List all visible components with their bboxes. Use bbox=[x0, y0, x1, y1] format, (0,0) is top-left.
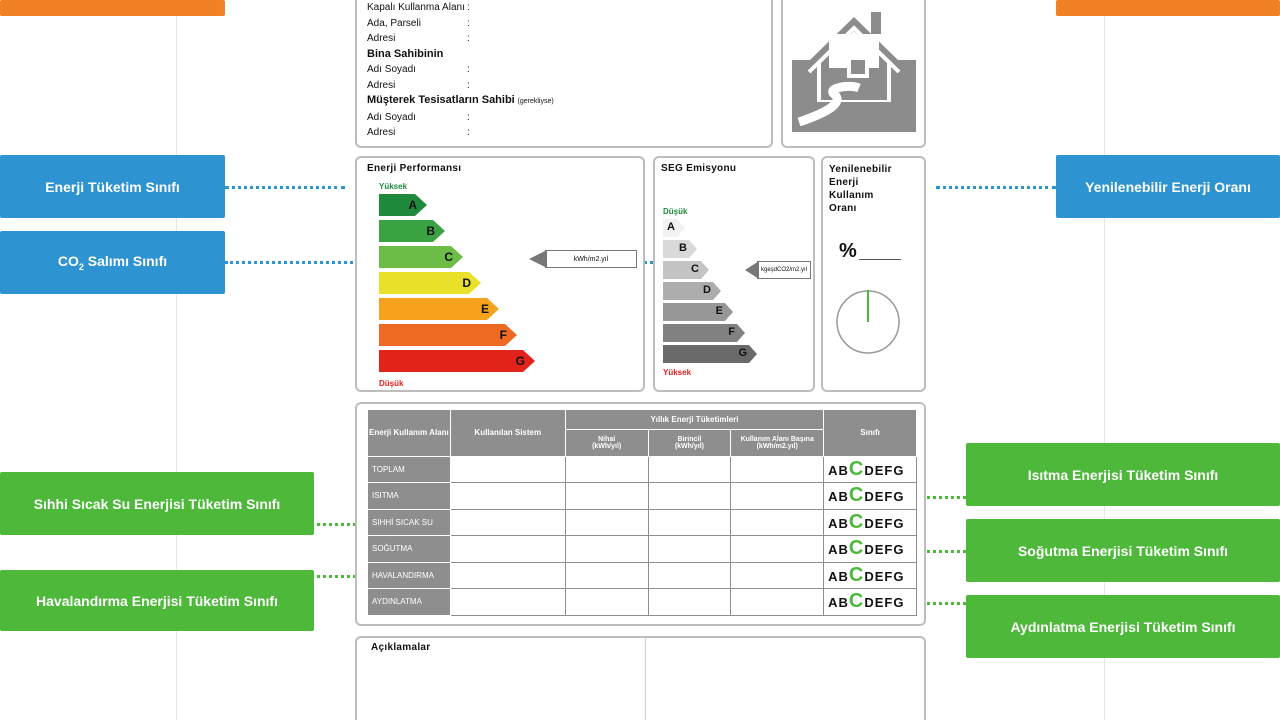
table-row bbox=[368, 509, 917, 536]
table-cell bbox=[731, 589, 824, 616]
co2-pointer-unit: kgeşdCO2/m2.yıl bbox=[760, 267, 808, 273]
co2-pointer bbox=[757, 261, 811, 279]
house-icon bbox=[789, 2, 919, 132]
energy-band-b bbox=[379, 220, 445, 242]
co2-band-label: E bbox=[715, 305, 723, 317]
callout-label: Havalandırma Enerjisi Tüketim Sınıfı bbox=[36, 592, 278, 609]
row-label: HAVALANDIRMA bbox=[368, 562, 451, 589]
co2-pointer-arrow bbox=[743, 260, 759, 280]
energy-band-a bbox=[379, 194, 427, 216]
co2-band-label: D bbox=[703, 284, 711, 296]
callout-ventilation-class bbox=[0, 570, 314, 631]
header-class: Sınıfı bbox=[824, 410, 917, 457]
co2-band-label: C bbox=[691, 263, 699, 275]
table-cell bbox=[731, 483, 824, 510]
info-row: Adresi : bbox=[367, 79, 470, 91]
header-area: Enerji Kullanım Alanı bbox=[368, 410, 451, 457]
energy-band-e bbox=[379, 298, 499, 320]
building-info-panel bbox=[355, 0, 773, 148]
row-label: TOPLAM bbox=[368, 456, 451, 483]
connector-renewable bbox=[936, 186, 1056, 189]
renewable-panel bbox=[821, 156, 926, 392]
header-system: Kullanılan Sistem bbox=[450, 410, 565, 457]
table-cell bbox=[565, 589, 648, 616]
co2-band-b bbox=[663, 240, 697, 258]
table-body bbox=[368, 456, 917, 615]
callout-cooling-class bbox=[966, 519, 1280, 582]
row-label: SIHHİ SICAK SU bbox=[368, 509, 451, 536]
table-cell bbox=[648, 562, 731, 589]
callout-hot-water-class bbox=[0, 472, 314, 535]
table-cell bbox=[731, 509, 824, 536]
table-cell bbox=[731, 536, 824, 563]
energy-band-label: A bbox=[408, 198, 417, 212]
class-selected: C bbox=[848, 484, 865, 507]
class-selected: C bbox=[848, 537, 865, 560]
callout-energy-consumption-class bbox=[0, 155, 225, 218]
co2-band-g bbox=[663, 345, 757, 363]
class-after: DEFG bbox=[864, 568, 905, 584]
header-annual: Yıllık Enerji Tüketimleri bbox=[565, 410, 823, 430]
info-row: Ada, Parseli : bbox=[367, 17, 470, 29]
class-before: AB bbox=[828, 542, 849, 558]
class-after: DEFG bbox=[864, 515, 905, 531]
table-header-row bbox=[368, 410, 917, 430]
info-row: Kapalı Kullanma Alanı : bbox=[367, 2, 470, 13]
info-row: Adresi : bbox=[367, 127, 470, 138]
class-before: AB bbox=[828, 515, 849, 531]
co2-high-label: Yüksek bbox=[663, 368, 692, 377]
class-selected: C bbox=[848, 510, 865, 533]
energy-performance-panel bbox=[355, 156, 645, 392]
co2-bands bbox=[663, 219, 753, 369]
notes-panel bbox=[355, 636, 926, 720]
connector-energy bbox=[225, 186, 345, 189]
table-row bbox=[368, 536, 917, 563]
table-row bbox=[368, 589, 917, 616]
class-after: DEFG bbox=[864, 595, 905, 611]
co2-band-label: F bbox=[728, 326, 735, 338]
table-cell bbox=[450, 509, 565, 536]
table-cell bbox=[565, 483, 648, 510]
energy-bands bbox=[379, 194, 539, 384]
energy-pointer bbox=[545, 250, 637, 268]
energy-low-label: Düşük bbox=[379, 379, 404, 388]
energy-pointer-arrow bbox=[527, 249, 547, 269]
energy-band-label: D bbox=[462, 276, 471, 290]
header-primary: Birincil (kWh/yıl) bbox=[648, 430, 731, 457]
table-cell bbox=[450, 562, 565, 589]
energy-band-f bbox=[379, 324, 517, 346]
energy-band-label: B bbox=[426, 224, 435, 238]
table-cell bbox=[648, 589, 731, 616]
class-scale bbox=[824, 483, 917, 510]
class-scale bbox=[824, 536, 917, 563]
class-selected: C bbox=[848, 563, 865, 586]
class-selected: C bbox=[848, 590, 865, 613]
owner-heading: Bina Sahibinin bbox=[367, 47, 444, 60]
energy-band-label: C bbox=[444, 250, 453, 264]
table-cell bbox=[565, 562, 648, 589]
callout-top-right bbox=[1056, 0, 1280, 16]
callout-label: Sıhhi Sıcak Su Enerjisi Tüketim Sınıfı bbox=[33, 495, 281, 512]
callout-renewable-ratio bbox=[1056, 155, 1280, 218]
co2-band-f bbox=[663, 324, 745, 342]
class-before: AB bbox=[828, 595, 849, 611]
class-before: AB bbox=[828, 489, 849, 505]
callout-label: Soğutma Enerjisi Tüketim Sınıfı bbox=[1017, 542, 1229, 559]
table-row bbox=[368, 483, 917, 510]
callout-co2-class bbox=[0, 231, 225, 294]
table-cell bbox=[565, 509, 648, 536]
row-label: AYDINLATMA bbox=[368, 589, 451, 616]
notes-title: Açıklamalar bbox=[371, 642, 431, 653]
class-before: AB bbox=[828, 462, 849, 478]
energy-high-label: Yüksek bbox=[379, 182, 408, 191]
energy-performance-title: Enerji Performansı bbox=[367, 163, 462, 174]
table-cell bbox=[565, 536, 648, 563]
renewable-title: Yenilenebilir Enerji Kullanım Oranı bbox=[829, 164, 892, 214]
class-after: DEFG bbox=[864, 489, 905, 505]
table-cell bbox=[731, 456, 824, 483]
callout-label: Enerji Tüketim Sınıfı bbox=[45, 178, 180, 195]
header-per-area: Kullanım Alanı Başına (kWh/m2.yıl) bbox=[731, 430, 824, 457]
callout-label: $CO_2$ Salımı Sınıfı bbox=[57, 253, 168, 272]
renewable-percent: % bbox=[839, 240, 857, 262]
class-scale bbox=[824, 509, 917, 536]
energy-band-c bbox=[379, 246, 463, 268]
consumption-table-panel bbox=[355, 402, 926, 626]
table-cell bbox=[648, 509, 731, 536]
notes-divider bbox=[645, 638, 646, 720]
co2-band-label: G bbox=[738, 347, 747, 359]
building-info-lines bbox=[367, 0, 747, 141]
table-row bbox=[368, 562, 917, 589]
energy-band-d bbox=[379, 272, 481, 294]
info-row: Adı Soyadı : bbox=[367, 111, 470, 123]
co2-title: SEG Emisyonu bbox=[661, 163, 737, 174]
class-scale bbox=[824, 456, 917, 483]
table-cell bbox=[450, 589, 565, 616]
house-panel bbox=[781, 0, 926, 148]
table-cell bbox=[648, 456, 731, 483]
table-cell bbox=[648, 536, 731, 563]
shared-heading: Müşterek Tesisatların Sahibi (gerekliyse) bbox=[367, 94, 554, 106]
table-cell bbox=[731, 562, 824, 589]
consumption-table bbox=[367, 409, 917, 616]
class-after: DEFG bbox=[864, 542, 905, 558]
table-cell bbox=[450, 483, 565, 510]
class-selected: C bbox=[848, 457, 865, 480]
callout-heating-class bbox=[966, 443, 1280, 506]
callout-label: Yenilenebilir Enerji Oranı bbox=[1085, 178, 1251, 195]
table-cell bbox=[565, 456, 648, 483]
table-row bbox=[368, 456, 917, 483]
energy-band-g bbox=[379, 350, 535, 372]
header-final: Nihai (kWh/yıl) bbox=[565, 430, 648, 457]
co2-band-e bbox=[663, 303, 733, 321]
info-row: Adresi : bbox=[367, 33, 470, 44]
class-after: DEFG bbox=[864, 462, 905, 478]
callout-top-left bbox=[0, 0, 225, 16]
energy-band-label: E bbox=[480, 302, 489, 316]
gauge-icon bbox=[835, 286, 901, 358]
renewable-value-line bbox=[859, 259, 901, 260]
table-cell bbox=[450, 536, 565, 563]
row-label: ISITMA bbox=[368, 483, 451, 510]
table-cell bbox=[648, 483, 731, 510]
class-scale bbox=[824, 562, 917, 589]
table-cell bbox=[450, 456, 565, 483]
class-before: AB bbox=[828, 568, 849, 584]
callout-label: Aydınlatma Enerjisi Tüketim Sınıfı bbox=[1010, 618, 1236, 635]
co2-panel bbox=[653, 156, 815, 392]
co2-band-c bbox=[663, 261, 709, 279]
co2-low-label: Düşük bbox=[663, 207, 688, 216]
energy-band-label: G bbox=[515, 354, 525, 368]
callout-lighting-class bbox=[966, 595, 1280, 658]
class-scale bbox=[824, 589, 917, 616]
co2-band-d bbox=[663, 282, 721, 300]
co2-band-label: B bbox=[679, 242, 687, 254]
energy-pointer-unit: kWh/m2.yıl bbox=[573, 255, 609, 263]
co2-band-a bbox=[663, 219, 685, 237]
row-label: SOĞUTMA bbox=[368, 536, 451, 563]
co2-band-label: A bbox=[667, 221, 675, 233]
info-row: Adı Soyadı : bbox=[367, 64, 470, 75]
callout-label: Isıtma Enerjisi Tüketim Sınıfı bbox=[1027, 466, 1219, 483]
energy-band-label: F bbox=[499, 328, 507, 342]
